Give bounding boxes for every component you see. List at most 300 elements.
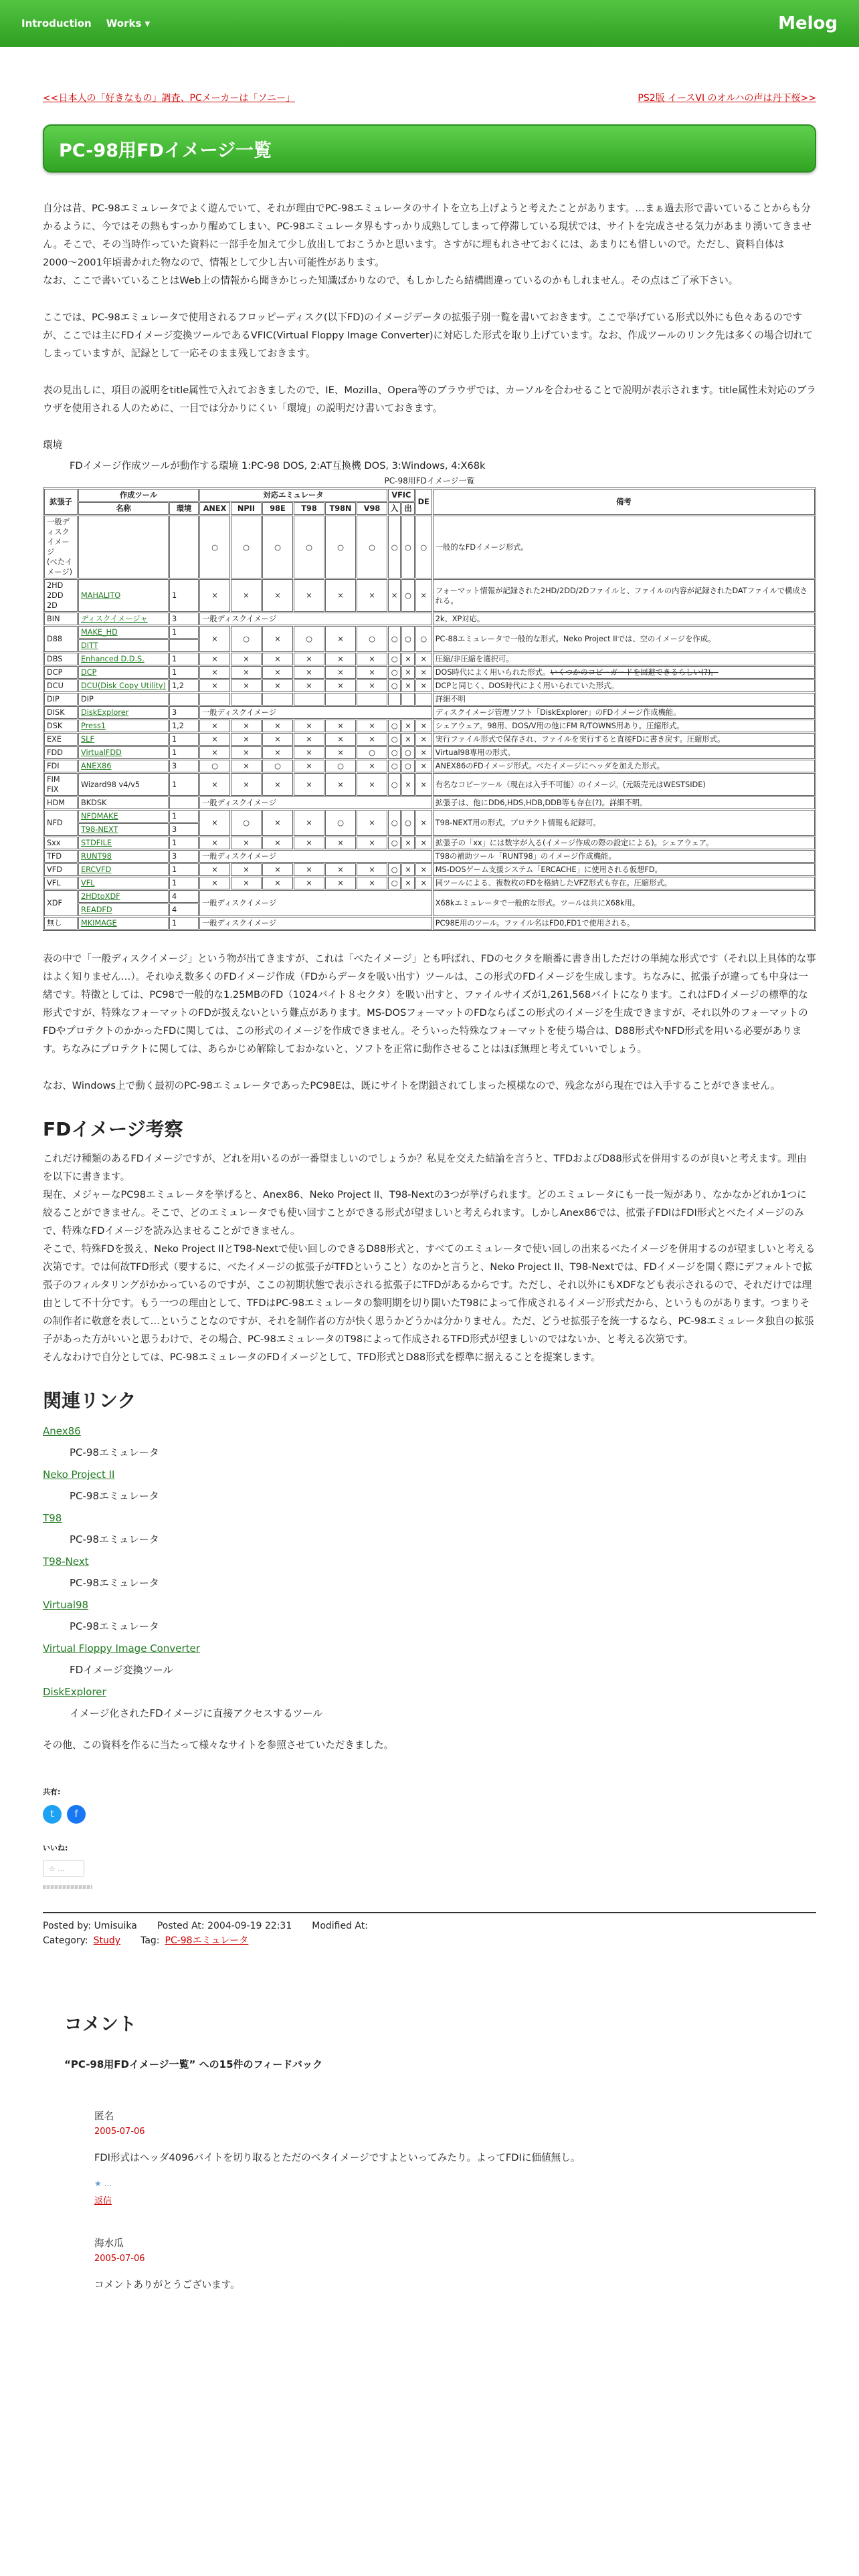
cell-emu: ○ <box>294 516 324 578</box>
fd-image-table <box>43 488 816 931</box>
table-row <box>44 653 815 665</box>
cell-emu: × <box>199 720 230 732</box>
cell-tool-name <box>78 890 169 903</box>
cell-emu: ○ <box>357 516 387 578</box>
cell-ext: 2HD 2DD 2D <box>44 579 78 612</box>
tool-link[interactable]: READFD <box>81 905 112 914</box>
cell-note: MS-DOSゲーム支援システム「ERCACHE」に使用される仮想FD。 <box>433 863 815 876</box>
cell-env: 4 <box>169 903 199 916</box>
cell-emu: × <box>357 863 387 876</box>
cell-emu: × <box>199 653 230 665</box>
table-caption: PC-98用FDイメージ一覧 <box>384 476 475 486</box>
share-buttons <box>43 1805 816 1824</box>
cell-emu: × <box>262 773 293 796</box>
cell-ext: DISK <box>44 706 78 719</box>
cell-emu: × <box>199 746 230 759</box>
cell-emu: × <box>294 666 324 679</box>
cell-emu: × <box>325 666 356 679</box>
cell-emu: × <box>231 733 262 746</box>
comment-date[interactable]: 2005-07-06 <box>94 2254 145 2264</box>
cell-emu: × <box>199 666 230 679</box>
table-row <box>44 796 815 809</box>
tool-link[interactable]: DiskExplorer <box>81 708 129 717</box>
cell-emu: × <box>294 773 324 796</box>
cell-de: × <box>415 666 432 679</box>
tool-link[interactable]: ANEX86 <box>81 762 112 770</box>
cell-emu: × <box>262 653 293 665</box>
tool-link[interactable]: ディスクイメージャ <box>81 615 148 623</box>
related-link-item <box>43 1599 816 1611</box>
env-description: FDイメージ作成ツールが動作する環境 1:PC-98 DOS, 2:AT互換機 DOS, 3:Windows, 4:X68k <box>70 460 486 471</box>
cell-vfic-in: ○ <box>388 666 401 679</box>
cell-note: PC98E用のツール。ファイル名はFD0,FD1で使用される。 <box>433 917 815 930</box>
cell-emu: × <box>199 863 230 876</box>
cell-de: × <box>415 579 432 612</box>
cell-emu: ○ <box>231 810 262 836</box>
cell-emu: ○ <box>294 626 324 652</box>
cell-note: PC-88エミュレータで一般的な形式。Neko Project IIでは、空のイメージを作成。 <box>433 626 815 652</box>
cell-env <box>169 693 199 706</box>
related-link[interactable]: Neko Project II <box>43 1469 115 1481</box>
cell-vfic-in: ○ <box>388 626 401 652</box>
cell-emu: × <box>357 720 387 732</box>
cell-vfic-out: ○ <box>401 579 414 612</box>
cell-emu: × <box>199 877 230 889</box>
cell-emu: × <box>231 579 262 612</box>
main-nav <box>21 17 150 29</box>
th-emu-col: 98E <box>262 502 293 515</box>
section-heading-links: 関連リンク <box>43 1390 136 1412</box>
related-links-list <box>43 1425 816 1720</box>
tool-link[interactable]: DCP <box>81 668 97 677</box>
cell-tool-name <box>78 653 169 665</box>
cell-vfic-out: ○ <box>401 516 414 578</box>
comment-author: 匿名 <box>94 2111 114 2122</box>
nav-works[interactable]: Works ▾ <box>106 17 151 29</box>
table-row <box>44 579 815 612</box>
cell-emu: × <box>294 746 324 759</box>
tool-link[interactable]: VFL <box>81 879 95 887</box>
comment-item <box>94 2236 795 2291</box>
th-emu: 対応エミュレータ <box>199 489 387 502</box>
tool-link[interactable]: DCU(Disk Copy Utility) <box>81 681 167 690</box>
table-row <box>44 516 815 578</box>
cell-env: 3 <box>169 850 199 863</box>
cell-env: 1 <box>169 579 199 612</box>
category-label: Category: <box>43 1935 88 1946</box>
cell-emu: × <box>231 877 262 889</box>
cell-emu: × <box>325 579 356 612</box>
cell-ext: VFL <box>44 877 78 889</box>
cell-emu: × <box>262 863 293 876</box>
cell-emu: × <box>262 837 293 849</box>
related-link-item <box>43 1686 816 1698</box>
cell-de: × <box>415 863 432 876</box>
like-button[interactable]: ☆ ... <box>43 1860 84 1877</box>
tag-label: Tag: <box>140 1935 160 1946</box>
related-link-desc: FDイメージ変換ツール <box>70 1664 173 1676</box>
cell-vfic-out: × <box>401 733 414 746</box>
cell-vfic-out: × <box>401 863 414 876</box>
cell-emu: × <box>262 733 293 746</box>
cell-emu: × <box>262 679 293 692</box>
cell-generic: 一般ディスクイメージ <box>199 613 432 625</box>
tool-link[interactable]: MAHALITO <box>81 591 121 600</box>
comment-author: 海水瓜 <box>94 2238 124 2249</box>
cell-vfic-in: ○ <box>388 733 401 746</box>
table-row <box>44 720 815 732</box>
cell-env: 1 <box>169 733 199 746</box>
th-emu-col: T98 <box>294 502 324 515</box>
cell-ext: 一般ディスクイメージ (ベたイメージ) <box>44 516 78 578</box>
cell-tool-name <box>78 877 169 889</box>
table-row <box>44 773 815 796</box>
cell-env: 1 <box>169 837 199 849</box>
cell-env: 1 <box>169 810 199 823</box>
cell-vfic-out: × <box>401 877 414 889</box>
related-link[interactable]: Virtual98 <box>43 1599 89 1611</box>
cell-env: 1 <box>169 666 199 679</box>
cell-env: 3 <box>169 706 199 719</box>
cell-emu: × <box>325 653 356 665</box>
th-emu-col: NPII <box>231 502 262 515</box>
cell-ext: NFD <box>44 810 78 836</box>
cell-tool-name <box>78 720 169 732</box>
cell-note: T98の補助ツール「RUNT98」のイメージ作成機能。 <box>433 850 815 863</box>
comment-item <box>94 2109 795 2206</box>
cell-de: × <box>415 733 432 746</box>
cell-tool-name <box>78 516 169 578</box>
related-link-item <box>43 1469 816 1481</box>
cell-vfic-in: ○ <box>388 746 401 759</box>
page-title: PC-98用FDイメージ一覧 <box>43 124 816 173</box>
cell-emu: × <box>199 810 230 836</box>
cell-note: DOS時代によく用いられた形式。いくつかのコピーガードを回避できるらしい(?)。 <box>433 666 815 679</box>
cell-note: T98-NEXT用の形式。プロテクト情報も記録可。 <box>433 810 815 836</box>
cell-env: 3 <box>169 823 199 836</box>
after-paragraph-1: 表の中で「一般ディスクイメージ」という物が出てきますが、これは「べたイメージ」とも呼ばれ、FDのセクタを順番に書き出しただけの単純な形式です（それ以上具体的な事はよく知りません…）。それゆえ数多くのFDイメージ作成（FDからデータを吸い出す）ツールは、この形式のFDイメージを生成します。ちなみに、拡張子が違っても中身は一緒です。特徴としては、PC98で一般的な1.25MBのFD（1024バイト８セクタ）を吸い出すと、ファイルサイズが1,261,568バイトになります。これはFDイメージの標準的な形式ですが、特殊なフォーマットのFDが扱えないという難点があります。MS-DOSフォーマットのFDならばこの形式のイメージを生成できますが、それ以外のフォーマットのFDやプロテクトのかかったFDに関しては、この形式のイメージを作成できません。そういった特殊なフォーマットを使う場合は、D88形式やNFD形式を用いる必要があります。ちなみにプロテクトに関しては、あらかじめ解除しておかないと、ソフトを正常に動作させることはほぼ無理と考えていいでしょう。 <box>43 953 816 1055</box>
tool-link[interactable]: Enhanced D.D.S. <box>81 655 145 663</box>
tool-link[interactable]: RUNT98 <box>81 852 112 861</box>
intro-paragraph-3: 表の見出しに、項目の説明をtitle属性で入れておきましたので、IE、Mozilla、Opera等のブラウザでは、カーソルを合わせることで説明が表示されます。title属性未対応のブラウザを使用される人のために、一目では分かりにくい「環境」の説明だけ書いておきます。 <box>43 385 816 414</box>
cell-tool-name <box>78 837 169 849</box>
cell-generic: 一般ディスクイメージ <box>199 706 432 719</box>
cell-de: ○ <box>415 626 432 652</box>
cell-note: 拡張子は、他にDD6,HDS,HDB,DDB等も存在(?)。詳細不明。 <box>433 796 815 809</box>
cell-vfic-in: ○ <box>388 653 401 665</box>
intro-paragraph-2: ここでは、PC-98エミュレータで使用されるフロッピーディスク(以下FD)のイメージデータの拡張子別一覧を書いておきます。ここで挙げている形式以外にも色々あるのですが、ここでは主にFDイメージ変換ツールであるVFIC(Virtual Floppy Image Converter)に対応した形式を取り上げています。なお、作成ツールのリンク先は多くの場合切れてしまっていますが、記録として一応そのまま残しておきます。 <box>43 312 813 359</box>
cell-vfic-in: ○ <box>388 837 401 849</box>
cell-env <box>169 796 199 809</box>
cell-de: ○ <box>415 516 432 578</box>
related-link-desc: イメージ化されたFDイメージに直接アクセスするツール <box>70 1707 323 1719</box>
cell-de: × <box>415 653 432 665</box>
cell-note: 拡張子の「xx」には数字が入る(イメージ作成の際の設定による)。シェアウェア。 <box>433 837 815 849</box>
cell-emu: × <box>231 653 262 665</box>
cell-de: × <box>415 877 432 889</box>
facebook-share-icon[interactable]: f <box>67 1805 86 1824</box>
th-env: 環境 <box>169 502 199 515</box>
post-pager <box>43 91 816 104</box>
related-link-desc: PC-98エミュレータ <box>70 1446 159 1459</box>
cell-emu: × <box>199 733 230 746</box>
comments-count: “PC-98用FDイメージ一覧” への15件のフィードバック <box>64 2058 323 2070</box>
cell-tool-name <box>78 706 169 719</box>
tool-link[interactable]: DITT <box>81 641 98 650</box>
related-link-desc: PC-98エミュレータ <box>70 1620 159 1632</box>
table-row <box>44 626 815 639</box>
cell-emu <box>199 693 230 706</box>
tool-link[interactable]: SLF <box>81 735 94 744</box>
cell-emu: × <box>262 720 293 732</box>
cell-emu: × <box>199 837 230 849</box>
cell-emu: × <box>357 679 387 692</box>
cell-emu: × <box>231 863 262 876</box>
posted-by: Posted by: Umisuika <box>43 1921 137 1931</box>
cell-tool-name <box>78 760 169 772</box>
cell-de: × <box>415 679 432 692</box>
cell-env <box>169 639 199 652</box>
comment-date[interactable]: 2005-07-06 <box>94 2127 145 2137</box>
cell-emu: × <box>199 773 230 796</box>
table-row <box>44 693 815 706</box>
cell-vfic-out: ○ <box>401 810 414 836</box>
cell-generic: 一般ディスクイメージ <box>199 796 432 809</box>
cell-emu: × <box>199 679 230 692</box>
related-link[interactable]: T98-Next <box>43 1555 89 1568</box>
cell-ext: D88 <box>44 626 78 652</box>
cell-note: 一般的なFDイメージ形式。 <box>433 516 815 578</box>
cell-emu: × <box>325 746 356 759</box>
tool-link[interactable]: VirtualFDD <box>81 748 122 757</box>
cell-emu: ○ <box>199 760 230 772</box>
comment-text: FDI形式はヘッダ4096バイトを切り取るとただのベタイメージですよといってみたり。よってFDIに価値無し。 <box>94 2152 581 2163</box>
cell-note: DCPと同じく、DOS時代によく用いられていた形式。 <box>433 679 815 692</box>
cell-vfic-in: ○ <box>388 720 401 732</box>
cell-env <box>169 516 199 578</box>
cell-de: × <box>415 746 432 759</box>
cell-tool-name: BKDSK <box>78 796 169 809</box>
cell-note: ディスクイメージ管理ソフト「DiskExplorer」のFDイメージ作成機能。 <box>433 706 815 719</box>
env-heading: 環境 <box>43 439 63 451</box>
cell-emu: × <box>357 653 387 665</box>
cell-tool-name <box>78 733 169 746</box>
cell-note: シェアウェア。98用、DOS/V用の他にFM R/TOWNS用あり。圧縮形式。 <box>433 720 815 732</box>
cell-tool-name <box>78 823 169 836</box>
cell-ext: Sxx <box>44 837 78 849</box>
cell-tool-name: Wizard98 v4/v5 <box>78 773 169 796</box>
cell-vfic-out: ○ <box>401 746 414 759</box>
cell-note: 有名なコピーツール（現在は入手不可能）のイメージ。(元販売元はWESTSIDE) <box>433 773 815 796</box>
cell-ext: DCP <box>44 666 78 679</box>
consider-paragraph: これだけ種類のあるFDイメージですが、どれを用いるのが一番望ましいのでしょうか？私見を交えた結論を言うと、TFDおよびD88形式を併用するのが良いと考えます。理由を以下に書きます。 現在、メジャーなPC98エミュレータを挙げると、Anex86、Neko Project II、T98-Nextの3つが挙げられます。どのエミュレータにも一長一短があり、なかなかどれか1つに絞ることができません。そこで、どのエミュレータでも使い回すことができる形式が望ましいと考えられます。しかしAnex86では、拡張子FDIはFDI形式とベたイメージのみで、特殊なFDイメージを読み込ませることができません。 そこで、特殊FDを扱え、Neko Project IIとT98-Nextで使い回しのできるD88形式と、すべてのエミュレータで使い回しの出来るべたイメージを併用するのが望ましいと考える次第です。では何故TFD形式（要するに、べたイメージの拡張子がTFDということ）なのかと言うと、Neko Project II、T98-Nextでは、FDイメージを開く際にデフォルトで拡張子のフィルタリングがかかっているのですが、ここの初期状態で表示される拡張子にTFDがあるからです。ただし、それ以外にもXDFなども表示されるので、それだけでは理由として不十分です。もう一つの理由として、TFDはPC-98エミュレータの黎明期を切り開いたT98によって作成されるイメージ形式だから、というものがあります。つまりその制作者に敬意を表して…ということなのですが、それを制作者の方が快く思うかどうかは分かりません。ただ、どうせ拡張子を統一するなら、PC-98エミュレータ独自の拡張子があった方がいいと思うわけで、その場合、PC-98エミュレータのT98によって作成されるTFD形式が望ましいのではないか、と考える次第です。 そんなわけで自分としては、PC-98エミュレータのFDイメージとして、TFD形式とD88形式を標準に据えることを提案します。 <box>43 1153 816 1363</box>
comment-text: コメントありがとうございます。 <box>94 2279 240 2290</box>
cell-emu: × <box>231 760 262 772</box>
cell-emu: ○ <box>357 626 387 652</box>
cell-emu: × <box>199 579 230 612</box>
cell-tool-name <box>78 917 169 930</box>
category-link[interactable]: Study <box>93 1935 121 1946</box>
cell-ext: DSK <box>44 720 78 732</box>
cell-emu: × <box>325 863 356 876</box>
cell-env: 1,2 <box>169 720 199 732</box>
cell-emu <box>325 693 356 706</box>
th-emu-col: V98 <box>357 502 387 515</box>
th-emu-col: ANEX <box>199 502 230 515</box>
cell-emu: × <box>357 760 387 772</box>
cell-emu: × <box>357 666 387 679</box>
cell-vfic-in: ○ <box>388 516 401 578</box>
cell-ext: EXE <box>44 733 78 746</box>
cell-tool-name <box>78 746 169 759</box>
cell-emu: × <box>294 679 324 692</box>
related-link-desc: PC-98エミュレータ <box>70 1490 159 1502</box>
tag-link[interactable]: PC-98エミュレータ <box>165 1935 249 1946</box>
cell-emu: × <box>357 877 387 889</box>
table-row <box>44 760 815 772</box>
cell-vfic-out: × <box>401 666 414 679</box>
cell-emu: ○ <box>325 516 356 578</box>
cell-emu: ○ <box>325 810 356 836</box>
tool-link[interactable]: 2HDtoXDF <box>81 892 120 901</box>
cell-emu: × <box>294 810 324 836</box>
table-row <box>44 613 815 625</box>
cell-generic: 一般ディスクイメージ <box>199 850 432 863</box>
cell-generic: 一般ディスクイメージ <box>199 917 432 930</box>
cell-emu: × <box>294 653 324 665</box>
cell-emu: ○ <box>262 760 293 772</box>
cell-note: フォーマット情報が記録された2HD/2DD/2Dファイルと、ファイルの内容が記録されたDATファイルで構成される。 <box>433 579 815 612</box>
cell-note: 2k、XP対応。 <box>433 613 815 625</box>
tool-link[interactable]: NFDMAKE <box>81 812 118 821</box>
cell-ext: HDM <box>44 796 78 809</box>
reply-link[interactable]: 返信 <box>94 2196 112 2206</box>
nav-introduction[interactable]: Introduction <box>21 17 92 29</box>
cell-ext: BIN <box>44 613 78 625</box>
cell-emu: ○ <box>231 516 262 578</box>
top-nav-bar <box>0 0 859 47</box>
cell-ext: DBS <box>44 653 78 665</box>
cell-emu: × <box>325 773 356 796</box>
tool-link[interactable]: ERCVFD <box>81 865 112 874</box>
cell-env: 3 <box>169 760 199 772</box>
cell-emu: × <box>294 733 324 746</box>
cell-emu <box>357 693 387 706</box>
tool-link[interactable]: STDFILE <box>81 839 112 847</box>
cell-env: 3 <box>169 613 199 625</box>
cell-ext: FIM FIX <box>44 773 78 796</box>
cell-emu: × <box>357 733 387 746</box>
cell-emu: × <box>262 626 293 652</box>
cell-vfic-in <box>388 693 401 706</box>
related-link[interactable]: Anex86 <box>43 1425 81 1437</box>
cell-emu: × <box>357 579 387 612</box>
cell-emu <box>262 693 293 706</box>
tool-link[interactable]: MAKE_HD <box>81 628 118 637</box>
like-label: いいね: <box>43 1844 68 1852</box>
th-emu-col: T98N <box>325 502 356 515</box>
cell-emu: × <box>294 579 324 612</box>
section-heading-consider: FDイメージ考察 <box>43 1118 183 1140</box>
cell-vfic-in: ○ <box>388 760 401 772</box>
cell-emu <box>231 693 262 706</box>
cell-vfic-out: ○ <box>401 626 414 652</box>
related-link[interactable]: T98 <box>43 1512 62 1524</box>
related-link-item <box>43 1512 816 1524</box>
cell-tool-name: DIP <box>78 693 169 706</box>
cell-emu: × <box>294 760 324 772</box>
cell-ext: TFD <box>44 850 78 863</box>
table-row <box>44 877 815 889</box>
cell-ext: FDD <box>44 746 78 759</box>
related-link-desc: PC-98エミュレータ <box>70 1533 159 1545</box>
cell-ext: XDF <box>44 890 78 916</box>
cell-emu: × <box>231 773 262 796</box>
cell-emu: × <box>357 837 387 849</box>
cell-emu: ○ <box>325 760 356 772</box>
related-link-item <box>43 1425 816 1437</box>
cell-tool-name <box>78 579 169 612</box>
cell-env: 1 <box>169 746 199 759</box>
thanks-text: その他、この資料を作るに当たって様々なサイトを参照させていただきました。 <box>43 1739 394 1751</box>
cell-emu: × <box>294 877 324 889</box>
cell-emu: × <box>325 877 356 889</box>
intro-paragraph-1: 自分は昔、PC-98エミュレータでよく遊んでいて、それが理由でPC-98エミュレータのサイトを立ち上げようと考えたことがあります。…まぁ過去形で書いていることからも分かるように、今ではその熱もすっかり醒めてしまい、PC-98エミュレータ界もすっかり成熟してしまって停滞している現状では、サイトを完成させる気力があまり湧いてきません。そこで、その当時作っていた資料に一部手を加えて少し放出しておこうかと思います。さすがに埋もれさせておくには、あまりにも惜しいので。ただし、資料自体は2000〜2001年頃書かれた物なので、情報として少し古い可能性があります。 なお、ここで書いていることはWeb上の情報から聞きかじった知識ばかりなので、もしかしたら結構間違っているのかもしれません。その点はご了承下さい。 <box>43 203 812 286</box>
modified-at: Modified At: <box>312 1921 368 1931</box>
post-meta <box>43 1912 816 1948</box>
next-post-link[interactable]: PS2版 イースVI のオルハの声は丹下桜>> <box>638 93 816 104</box>
comment-like-icon[interactable]: ★ ... <box>94 2179 112 2188</box>
cell-emu: × <box>262 746 293 759</box>
cell-emu: × <box>231 746 262 759</box>
prev-post-link[interactable]: <<日本人の「好きなもの」調査、PCメーカーは「ソニー」 <box>43 93 296 104</box>
cell-emu: × <box>262 579 293 612</box>
tool-link[interactable]: T98-NEXT <box>81 825 118 834</box>
cell-de <box>415 693 432 706</box>
twitter-share-icon[interactable]: t <box>43 1805 62 1824</box>
related-link[interactable]: DiskExplorer <box>43 1686 106 1698</box>
cell-env: 4 <box>169 890 199 903</box>
cell-emu: × <box>262 666 293 679</box>
cell-de: × <box>415 760 432 772</box>
cell-env: 1 <box>169 877 199 889</box>
cell-emu: × <box>294 720 324 732</box>
table-row <box>44 863 815 876</box>
cell-de: × <box>415 773 432 796</box>
cell-vfic-out <box>401 693 414 706</box>
th-note: 備考 <box>433 489 815 515</box>
tool-link[interactable]: MKIMAGE <box>81 919 117 928</box>
cell-note: 圧縮/非圧縮を選択可。 <box>433 653 815 665</box>
cell-vfic-in: ○ <box>388 877 401 889</box>
cell-emu: × <box>294 837 324 849</box>
tool-link[interactable]: Press1 <box>81 722 106 730</box>
cell-emu: × <box>231 720 262 732</box>
comments-title: コメント <box>64 2014 136 2035</box>
cell-note: X68kエミュレータで一般的な形式。ツールは共にX68k用。 <box>433 890 815 916</box>
table-row <box>44 810 815 823</box>
th-vfic: VFIC <box>388 489 415 502</box>
cell-emu: × <box>262 877 293 889</box>
cell-tool-name <box>78 863 169 876</box>
cell-emu: × <box>231 666 262 679</box>
cell-tool-name <box>78 613 169 625</box>
related-link[interactable]: Virtual Floppy Image Converter <box>43 1642 200 1654</box>
cell-env: 1 <box>169 626 199 639</box>
cell-ext: DIP <box>44 693 78 706</box>
site-brand[interactable]: Melog <box>778 13 838 33</box>
cell-vfic-in: ○ <box>388 810 401 836</box>
